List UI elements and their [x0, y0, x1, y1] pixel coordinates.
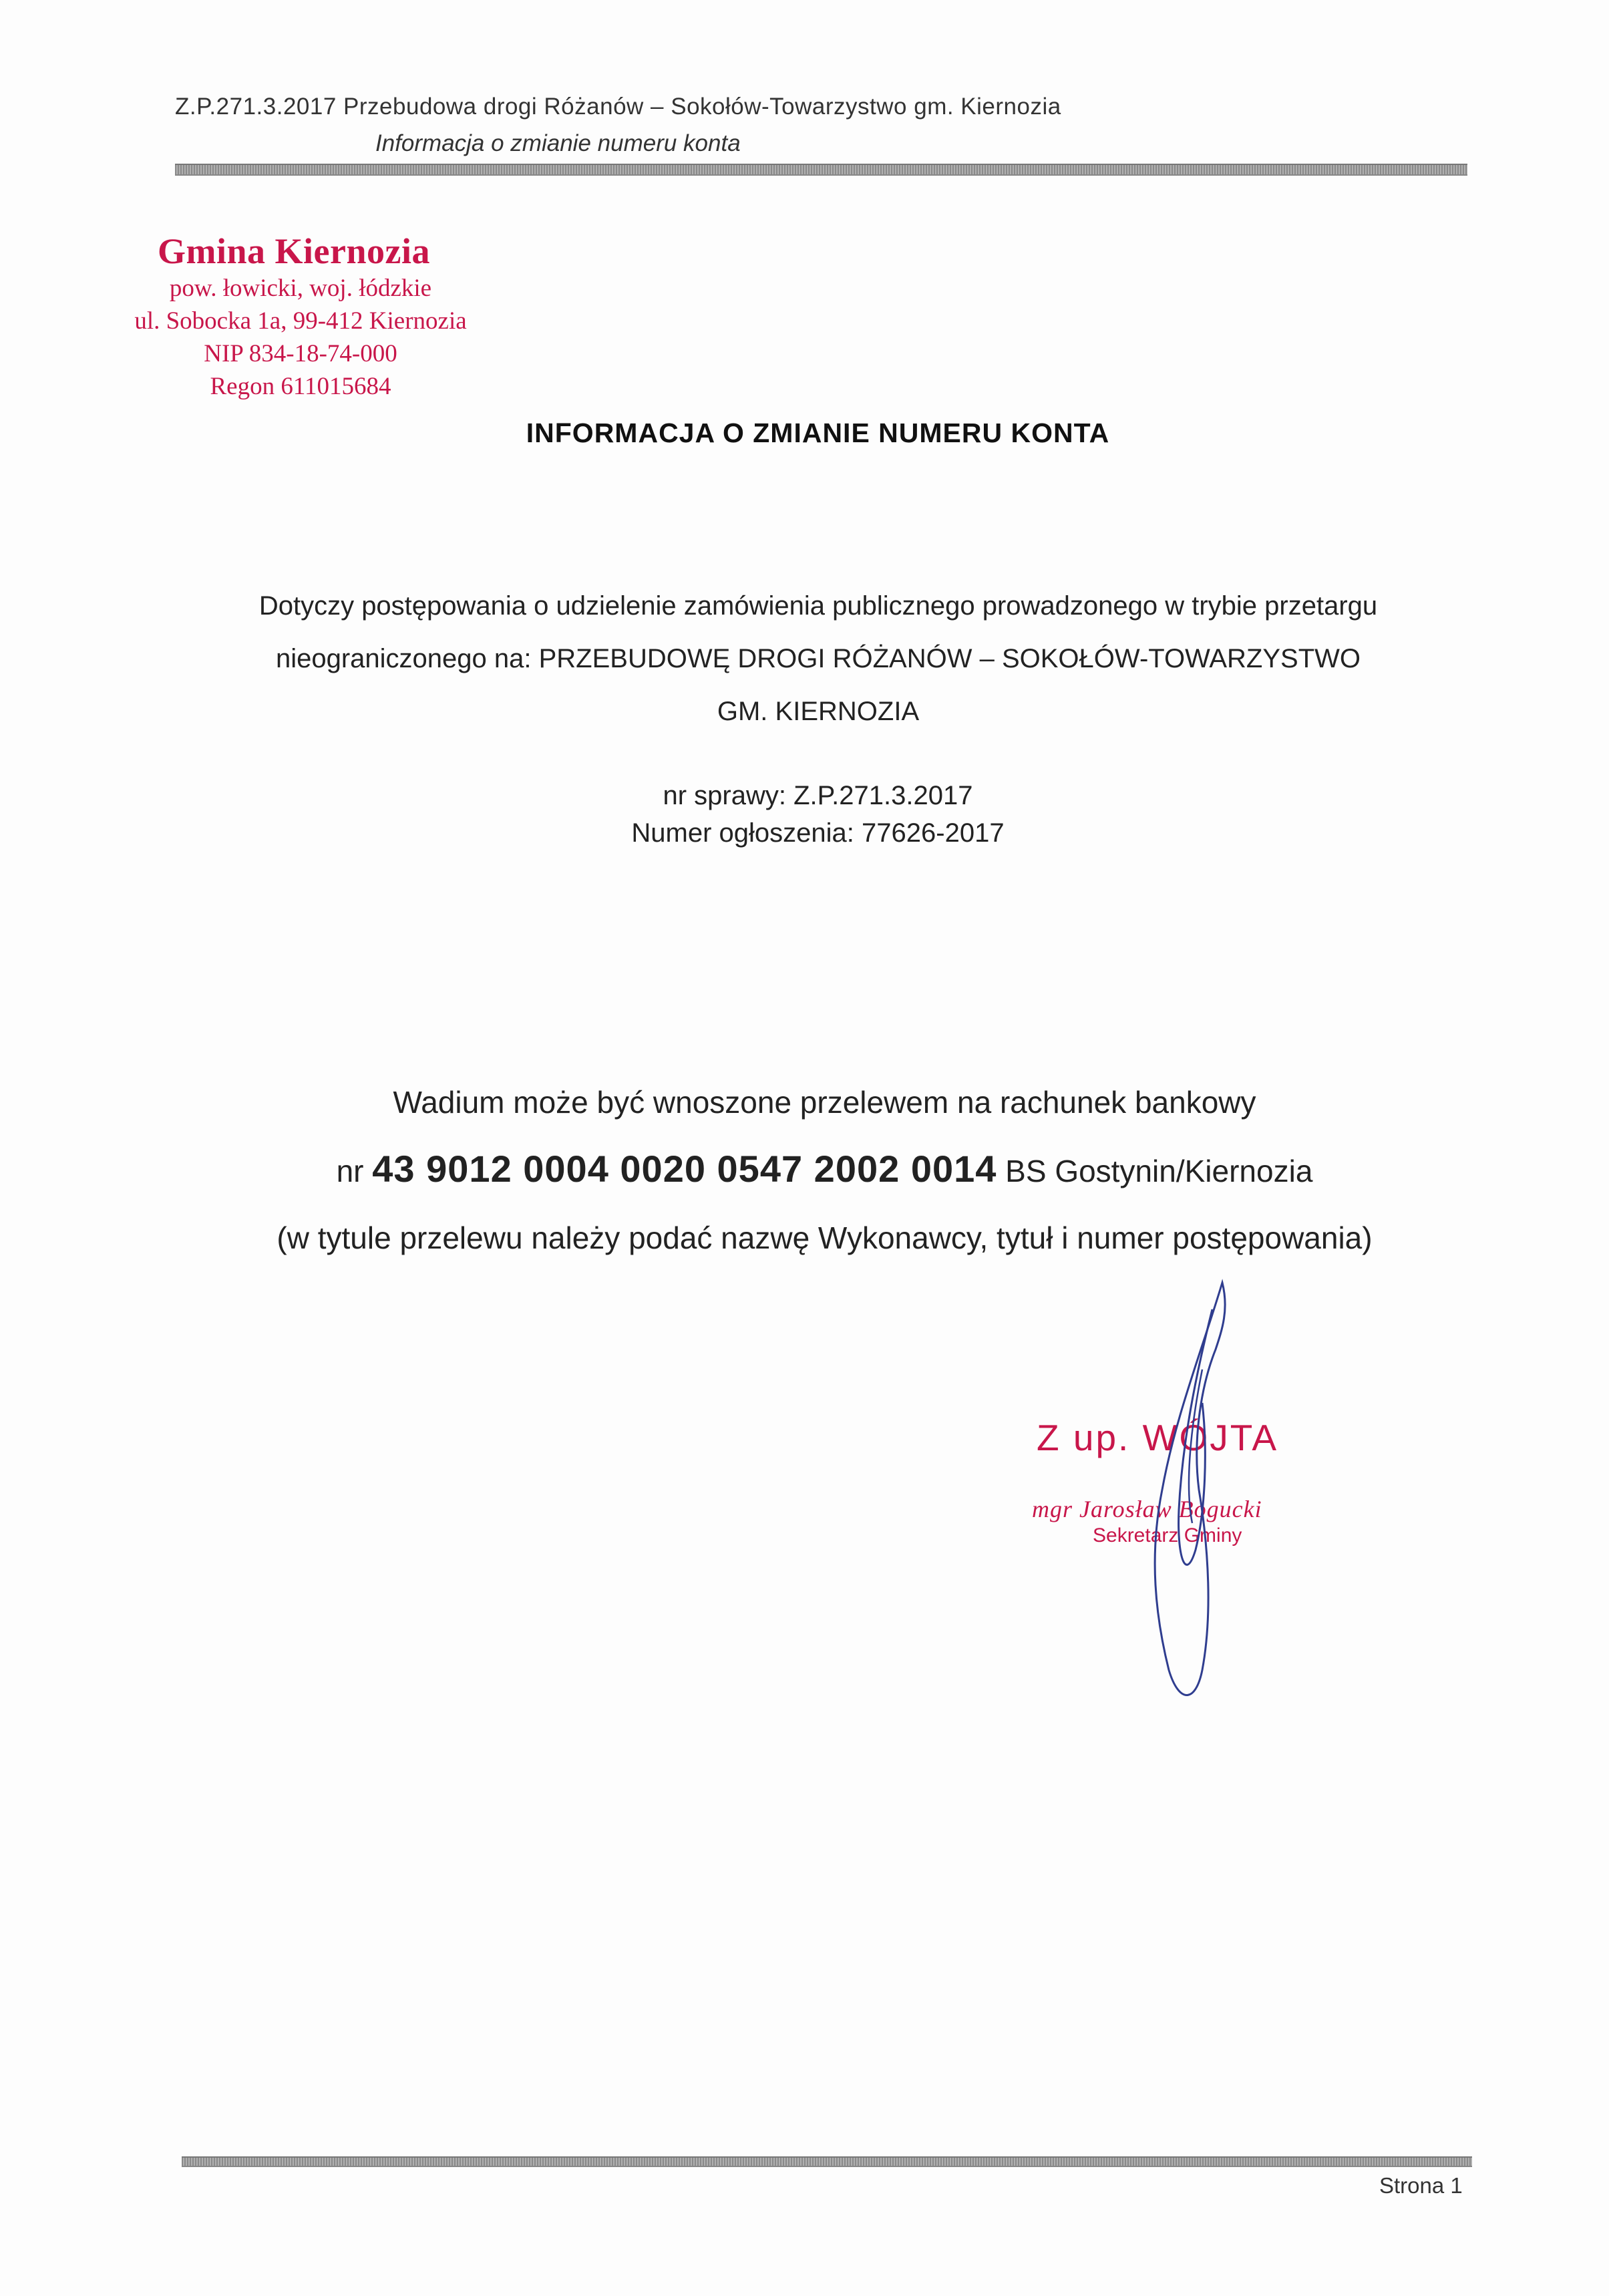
- municipality-stamp: [114, 230, 528, 403]
- stamp-regon: Regon 611015684: [210, 373, 391, 400]
- deposit-account-line: [40, 1136, 1609, 1204]
- document-title: INFORMACJA O ZMIANIE NUMERU KONTA: [526, 418, 1110, 448]
- signature-stamp-role: Sekretarz Gminy: [1093, 1524, 1242, 1546]
- bank-account-number: 43 9012 0004 0020 0547 2002 0014: [372, 1148, 997, 1190]
- stamp-municipality-name: Gmina Kiernozia: [158, 231, 430, 271]
- subject-line-2: nieograniczonego na: PRZEBUDOWĘ DROGI RÓŻANÓW – SOKOŁÓW-TOWARZYSTWO: [275, 644, 1361, 673]
- case-number: nr sprawy: Z.P.271.3.2017: [663, 781, 973, 810]
- signature-stamp-authority: Z up. WÓJTA: [1037, 1417, 1279, 1458]
- deposit-line-1: Wadium może być wnoszone przelewem na rachunek bankowy: [393, 1085, 1256, 1120]
- footer-rule: [182, 2156, 1472, 2167]
- deposit-info: [0, 1069, 1609, 1271]
- stamp-county: pow. łowicki, woj. łódzkie: [169, 275, 432, 302]
- handwritten-signature: [1122, 1269, 1269, 1710]
- header-rule: [175, 164, 1467, 176]
- header-subtitle: Informacja o zmianie numeru konta: [375, 130, 741, 156]
- stamp-nip: NIP 834-18-74-000: [204, 340, 397, 367]
- deposit-line-3: (w tytule przelewu należy podać nazwę Wykonawcy, tytuł i numer postępowania): [277, 1220, 1373, 1255]
- case-info: [0, 777, 1609, 852]
- subject-line-1: Dotyczy postępowania o udzielenie zamówienia publicznego prowadzonego w trybie przetargu: [258, 591, 1378, 621]
- signature-stamp-name: mgr Jarosław Bogucki: [1032, 1496, 1262, 1522]
- subject-line-3: GM. KIERNOZIA: [717, 697, 920, 726]
- account-prefix: nr: [336, 1154, 364, 1188]
- bank-name: BS Gostynin/Kiernozia: [1005, 1154, 1313, 1188]
- subject-paragraph: [154, 580, 1483, 738]
- header-reference: Z.P.271.3.2017 Przebudowa drogi Różanów – Sokołów-Towarzystwo gm. Kiernozia: [175, 94, 1061, 120]
- stamp-address: ul. Sobocka 1a, 99-412 Kiernozia: [134, 307, 467, 335]
- announcement-number: Numer ogłoszenia: 77626-2017: [631, 818, 1005, 848]
- page-number: Strona 1: [1379, 2173, 1463, 2198]
